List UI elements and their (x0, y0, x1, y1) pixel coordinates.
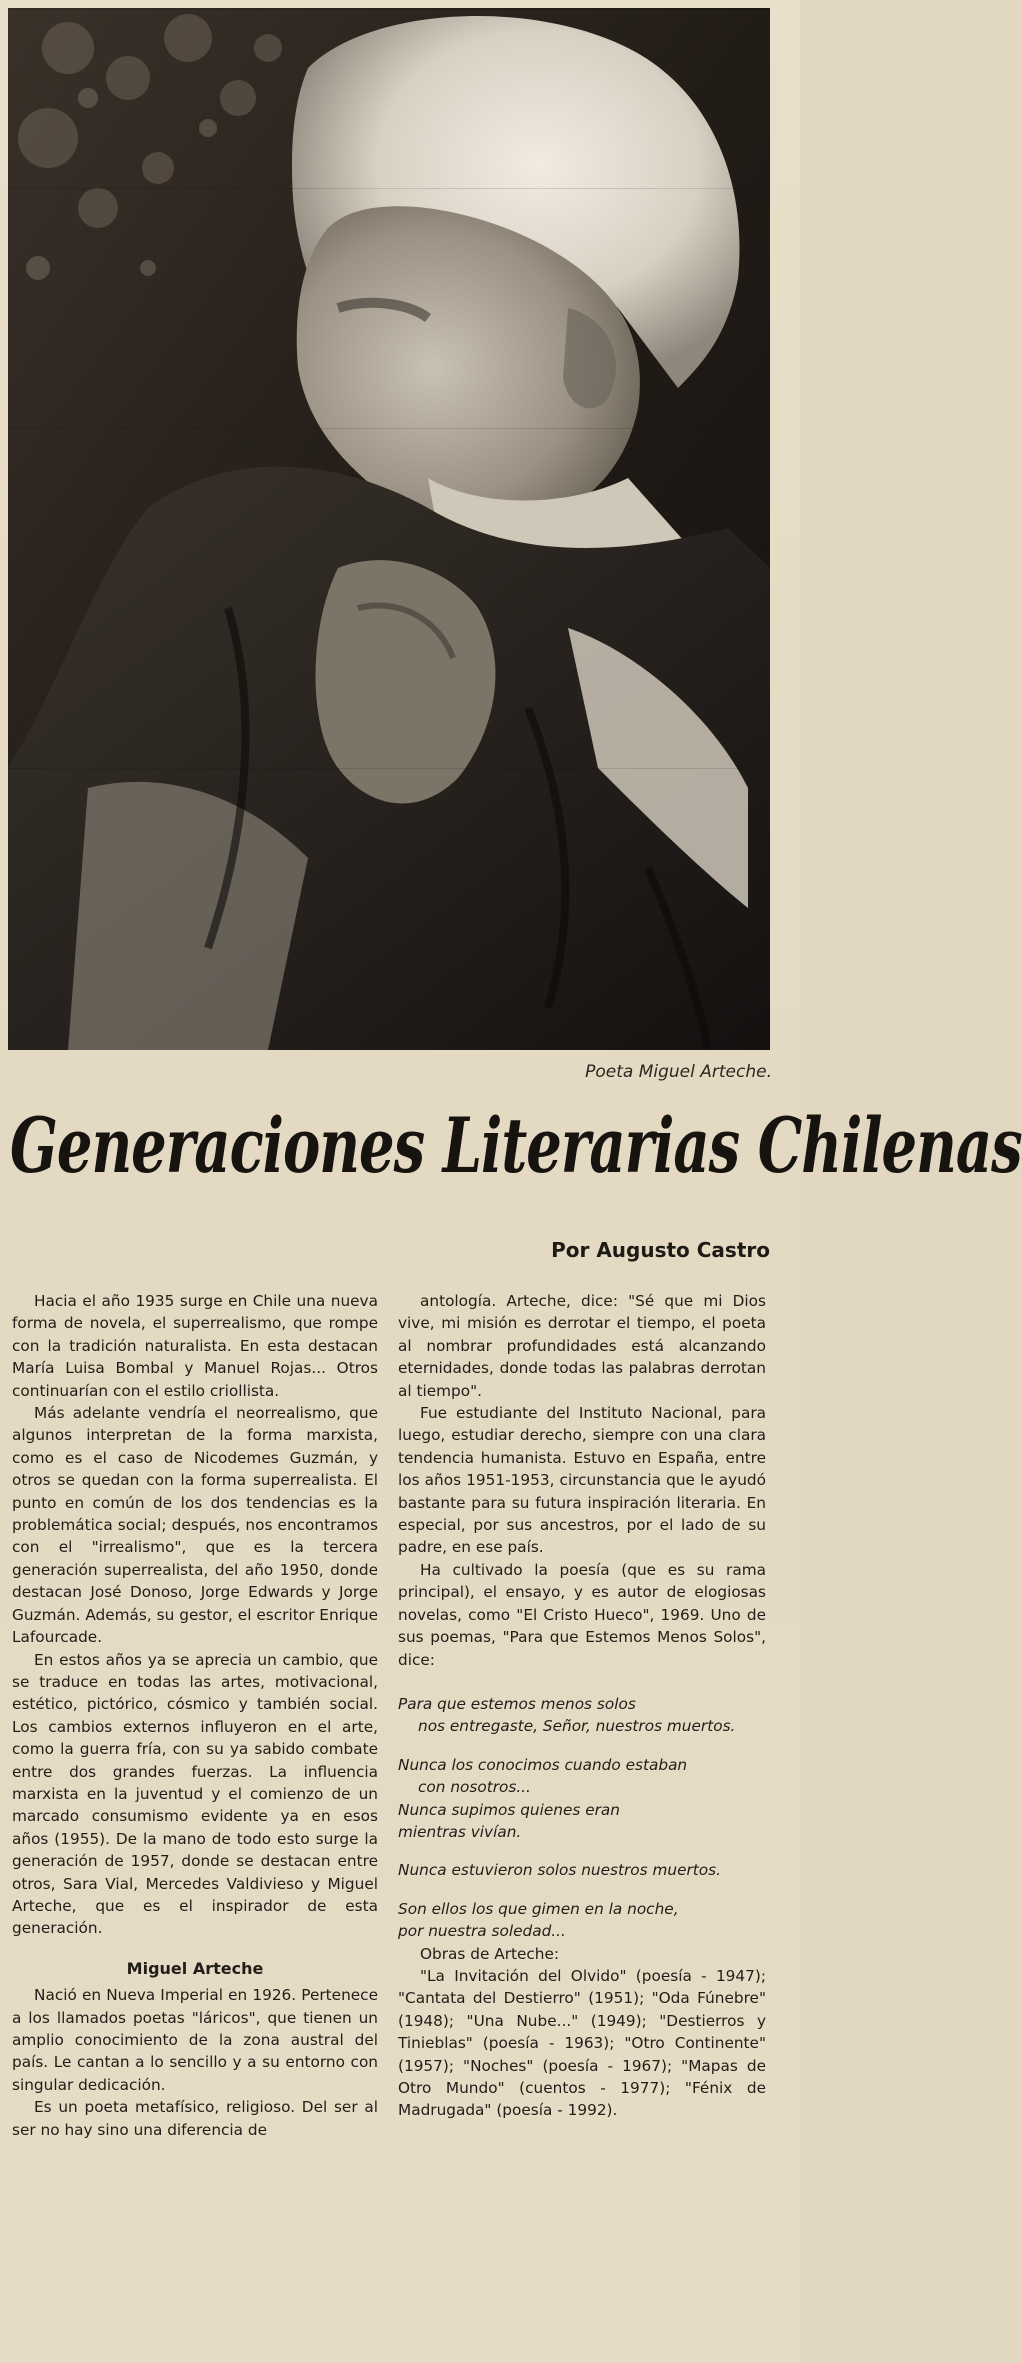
poem-line: Nunca los conocimos cuando estaban (398, 1755, 688, 1774)
works-list: "La Invitación del Olvido" (poesía - 1947); "Cantata del Destierro" (1951); "Oda Fúnebre" (1948); "Una Nube..." (1949); "Destierros y Tinieblas" (poesía - 1963); "Otro Continente" (1957); "Noches" (poesía - 1967); "Mapas de Otro Mundo" (cuentos - 1977); "Fénix de Madrugada" (poesía - 1992). (398, 1966, 766, 2120)
paragraph: Es un poeta metafísico, religioso. Del ser al ser no hay sino una diferencia de (12, 2098, 378, 2139)
poem-line: mientras vivían. (398, 1822, 522, 1841)
paragraph: Nació en Nueva Imperial en 1926. Pertenece a los llamados poetas "láricos", que tienen un amplio conocimiento de la zona austral del país. Le cantan a lo sencillo y a su entorno con singular dedicación. (12, 1986, 378, 2094)
poem-line: Nunca estuvieron solos nuestros muertos. (398, 1861, 721, 1880)
left-column (12, 1290, 378, 2141)
poem-line: por nuestra soledad... (398, 1922, 566, 1941)
section-subheading: Miguel Arteche (126, 1958, 264, 1978)
photo-caption: Poeta Miguel Arteche. (585, 1062, 772, 1082)
right-column (398, 1290, 766, 2122)
paragraph: Más adelante vendría el neorrealismo, que algunos interpretan de la forma marxista, como es el caso de Nicodemes Guzmán, y otros se quedan con la forma superrealista. El punto en común de los dos tendencias es la problemática social; después, nos encontramos con el "irrealismo", que es la tercera generación superrealista, del año 1950, donde destacan José Donoso, Jorge Edwards y Jorge Guzmán. Además, su gestor, el escritor Enrique Lafourcade. (12, 1404, 378, 1647)
poem-line: Para que estemos menos solos (398, 1694, 636, 1713)
article-byline: Por Augusto Castro (551, 1238, 770, 1262)
poet-portrait-image (8, 8, 770, 1050)
paragraph: En estos años ya se aprecia un cambio, que se traduce en todas las artes, motivacional, estético, pictórico, cósmico y también social. Los cambios externos influyeron en el arte, como la guerra fría, con su ya sabido combate entre dos grandes fuerzas. La influencia marxista en la juventud y el comienzo de un marcado consumismo evidente ya en esos años (1955). De la mano de todo esto surge la generación de 1957, donde se destacan entre otros, Sara Vial, Mercedes Valdivieso y Miguel Arteche, que es el inspirador de esta generación. (12, 1650, 378, 1938)
paragraph: Hacia el año 1935 surge en Chile una nueva forma de novela, el superrealismo, que rompe con la tradición naturalista. En esta destacan María Luisa Bombal y Manuel Rojas... Otros continuarían con el estilo criollista. (12, 1292, 378, 1400)
paragraph: Ha cultivado la poesía (que es su rama principal), el ensayo, y es autor de elogiosas novelas, como "El Cristo Hueco", 1969. Uno de sus poemas, "Para que Estemos Menos Solos", dice: (398, 1560, 766, 1669)
paragraph: antología. Arteche, dice: "Sé que mi Dios vive, mi misión es derrotar el tiempo, el poeta al nombrar profundidades está alcanzando eternidades, donde todas las palabras derrotan al tiempo". (398, 1292, 766, 1400)
portrait-photo (8, 8, 770, 1050)
poem-line: con nosotros... (418, 1778, 531, 1797)
paragraph: Fue estudiante del Instituto Nacional, para luego, estudiar derecho, siempre con una clara tendencia humanista. Estuvo en España, entre los años 1951-1953, circunstancia que le ayudó bastante para su futura inspiración literaria. En especial, por sus ancestros, por el lado de su padre, en ese país. (398, 1404, 766, 1557)
poem-line: nos entregaste, Señor, nuestros muertos. (418, 1717, 736, 1736)
poem-excerpt (398, 1693, 766, 1943)
works-heading: Obras de Arteche: (420, 1944, 560, 1963)
article-headline: Generaciones Literarias Chilenas (10, 1102, 1022, 1192)
poem-line: Nunca supimos quienes eran (398, 1800, 620, 1819)
poem-line: Son ellos los que gimen en la noche, (398, 1899, 679, 1918)
